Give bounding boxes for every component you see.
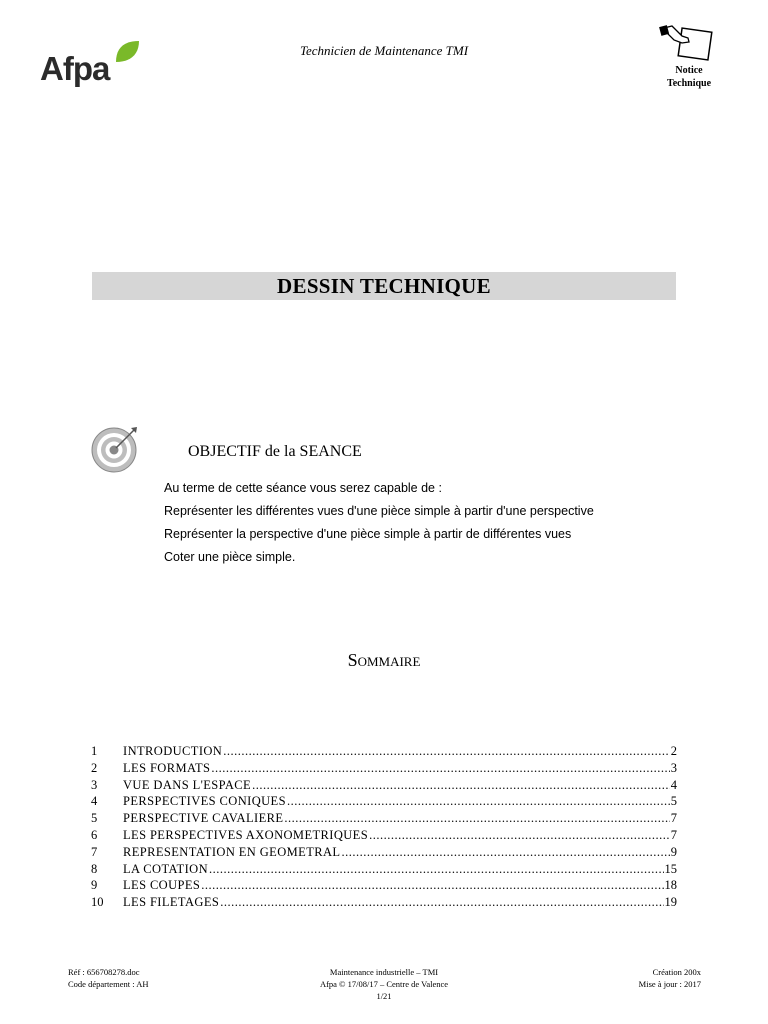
header-title: Technicien de Maintenance TMI	[299, 43, 469, 58]
toc-number: 5	[91, 811, 98, 826]
toc-entry-vue-espace[interactable]	[91, 777, 677, 794]
document-title-bar	[92, 272, 676, 300]
objective-line: Représenter les différentes vues d'une pièce simple à partir d'une perspective	[164, 504, 594, 518]
toc-title: LES COUPES	[123, 878, 201, 893]
toc-number: 2	[91, 760, 98, 775]
toc-leader-dots	[201, 877, 663, 894]
toc-leader-dots	[287, 793, 670, 810]
toc-number: 7	[91, 844, 98, 859]
toc-leader-dots	[220, 894, 663, 911]
toc-entry-introduction[interactable]	[91, 743, 677, 760]
footer-center	[284, 966, 484, 1002]
footer-department-code: Code département : AH	[68, 979, 149, 989]
objective-line: Au terme de cette séance vous serez capable de :	[164, 481, 442, 495]
footer-copyright: Afpa © 17/08/17 – Centre de Valence	[319, 979, 449, 989]
technique-label: Technique	[666, 78, 712, 89]
toc-page: 2	[670, 744, 677, 758]
toc-number: 3	[91, 777, 98, 792]
objective-line: Représenter la perspective d'une pièce simple à partir de différentes vues	[164, 527, 572, 541]
footer-left	[68, 966, 149, 990]
footer-right	[560, 966, 701, 990]
toc-page: 5	[670, 794, 677, 809]
footer-update: Mise à jour : 2017	[638, 979, 701, 989]
toc-entry-cotation[interactable]	[91, 861, 677, 878]
toc-page: 15	[664, 861, 677, 876]
toc-page: 7	[670, 811, 677, 826]
notice-technique-badge	[650, 24, 728, 90]
objective-list	[164, 477, 594, 569]
toc-number: 4	[91, 794, 98, 809]
notice-label: Notice	[675, 65, 703, 76]
toc-page: 9	[670, 844, 677, 859]
toc-entry-axonometriques[interactable]	[91, 827, 677, 844]
toc-title: LES PERSPECTIVES AXONOMETRIQUES	[123, 827, 369, 842]
toc-title: VUE DANS L'ESPACE	[123, 777, 252, 792]
objective-line: Coter une pièce simple.	[164, 550, 296, 564]
toc-entry-formats[interactable]	[91, 760, 677, 777]
objective-title: OBJECTIF de la SEANCE	[188, 443, 362, 460]
toc-title: LA COTATION	[123, 861, 208, 876]
toc-page: 3	[670, 760, 677, 775]
toc-title: LES FORMATS	[123, 760, 211, 775]
toc-number: 9	[91, 878, 98, 893]
toc-number: 6	[91, 827, 98, 842]
toc-leader-dots	[341, 844, 669, 861]
toc-number: 8	[91, 861, 98, 876]
footer-creation: Création 200x	[652, 967, 701, 977]
toc-title: PERSPECTIVES CONIQUES	[123, 794, 286, 809]
toc-page: 18	[664, 878, 677, 893]
toc-leader-dots	[369, 827, 670, 844]
toc-entry-perspective-cavaliere[interactable]	[91, 810, 677, 827]
hand-document-icon	[658, 24, 718, 64]
toc-title: LES FILETAGES	[123, 895, 220, 910]
toc-title: REPRESENTATION EN GEOMETRAL	[123, 844, 341, 859]
toc-leader-dots	[252, 777, 670, 794]
toc-leader-dots	[211, 760, 669, 777]
toc-entry-coupes[interactable]	[91, 877, 677, 894]
toc-page: 19	[664, 895, 677, 910]
target-icon	[90, 424, 140, 474]
toc-leader-dots	[209, 861, 664, 878]
logo-text: Afpa	[40, 50, 110, 87]
footer-reference: Réf : 656708278.doc	[68, 967, 140, 977]
footer-program: Maintenance industrielle – TMI	[329, 967, 439, 977]
toc-page: 4	[670, 777, 677, 792]
toc-entry-geometral[interactable]	[91, 844, 677, 861]
document-title: DESSIN TECHNIQUE	[277, 274, 491, 298]
sommaire-heading: Sommaire	[347, 650, 421, 670]
toc-number: 10	[91, 895, 104, 910]
table-of-contents	[91, 743, 677, 911]
footer-page-number: 1/21	[376, 991, 392, 1001]
toc-entry-perspectives-coniques[interactable]	[91, 793, 677, 810]
toc-leader-dots	[284, 810, 669, 827]
toc-entry-filetages[interactable]	[91, 894, 677, 911]
toc-title: INTRODUCTION	[123, 744, 223, 758]
toc-number: 1	[91, 744, 98, 758]
toc-title: PERSPECTIVE CAVALIERE	[123, 811, 284, 826]
toc-page: 7	[670, 827, 677, 842]
toc-leader-dots	[223, 743, 670, 760]
